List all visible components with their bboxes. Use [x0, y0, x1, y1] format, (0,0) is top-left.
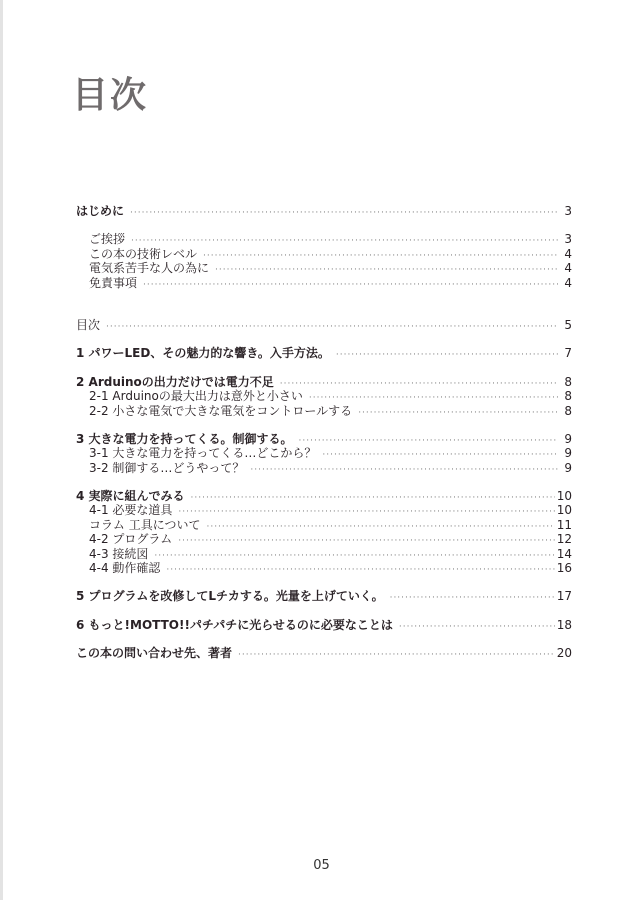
toc-label: 4-3 接続図 [89, 546, 149, 561]
dot-leader [336, 348, 558, 362]
dot-leader [191, 491, 555, 505]
toc-entry-section-3-2[interactable] [76, 461, 572, 475]
toc-entry-chapter-4[interactable] [76, 489, 572, 503]
toc-label: この本の技術レベル [89, 246, 198, 261]
toc-entry-chapter-3[interactable] [76, 432, 572, 446]
toc-entry-column-tools[interactable] [76, 518, 572, 532]
toc-label: 4 実際に組んでみる [76, 489, 185, 504]
toc-page-number: 8 [564, 403, 572, 418]
toc-page-number: 17 [556, 589, 572, 604]
toc-page-number: 16 [556, 561, 572, 576]
toc-entry-electric-beginners[interactable] [76, 261, 572, 275]
toc-label: 免責事項 [89, 275, 138, 290]
toc-entry-section-2-2[interactable] [76, 404, 572, 418]
table-of-contents [76, 204, 572, 661]
toc-label: 4-1 必要な道具 [89, 503, 173, 518]
toc-label: 4-4 動作確認 [89, 561, 161, 576]
toc-page-number: 20 [556, 646, 572, 661]
toc-entry-tech-level[interactable] [76, 247, 572, 261]
page-edge [0, 0, 3, 900]
dot-leader [154, 549, 554, 563]
toc-page-number: 9 [564, 460, 572, 475]
dot-leader [399, 620, 555, 634]
toc-entry-chapter-2[interactable] [76, 375, 572, 389]
toc-label: 3-1 大きな電力を持ってくる…どこから？ [89, 446, 317, 461]
toc-entry-section-4-1[interactable] [76, 503, 572, 517]
toc-page-number: 3 [564, 232, 572, 247]
dot-leader [250, 463, 558, 477]
toc-page-number: 4 [564, 275, 572, 290]
toc-entry-section-4-3[interactable] [76, 547, 572, 561]
toc-page-number: 12 [556, 532, 572, 547]
toc-label: 3-2 制御する…どうやって？ [89, 460, 245, 475]
dot-leader [358, 406, 558, 420]
dot-leader [130, 206, 558, 220]
page-number: 05 [313, 858, 330, 873]
dot-leader [178, 534, 554, 548]
toc-label: 1 パワーLED、その魅力的な響き。入手方法。 [76, 346, 330, 361]
toc-label: 2-1 Arduinoの最大出力は意外と小さい [89, 389, 303, 404]
dot-leader [203, 249, 558, 263]
toc-page-number: 14 [556, 546, 572, 561]
toc-page-number: 7 [564, 346, 572, 361]
dot-leader [178, 505, 554, 519]
toc-label: 4-2 プログラム [89, 532, 173, 547]
toc-label: 5 プログラムを改修してLチカする。光量を上げていく。 [76, 589, 384, 604]
toc-label: 3 大きな電力を持ってくる。制御する。 [76, 431, 293, 446]
dot-leader [238, 648, 555, 662]
toc-entry-section-3-1[interactable] [76, 446, 572, 460]
dot-leader [280, 377, 558, 391]
toc-label: 電気系苦手な人の為に [89, 261, 210, 276]
toc-label: コラム 工具について [89, 517, 201, 532]
toc-label: 6 もっと!MOTTO!!パチパチに光らせるのに必要なことは [76, 617, 393, 632]
toc-entry-section-4-4[interactable] [76, 561, 572, 575]
toc-entry-chapter-6[interactable] [76, 618, 572, 632]
dot-leader [206, 520, 554, 534]
toc-entry-contents[interactable] [76, 318, 572, 332]
toc-page-number: 8 [564, 374, 572, 389]
dot-leader [143, 278, 558, 292]
toc-entry-intro[interactable] [76, 204, 572, 218]
toc-page-number: 8 [564, 389, 572, 404]
toc-label: 目次 [76, 317, 101, 332]
toc-entry-contact[interactable] [76, 646, 572, 660]
toc-page-number: 9 [564, 446, 572, 461]
toc-page-number: 10 [556, 503, 572, 518]
toc-label: 2-2 小さな電気で大きな電気をコントロールする [89, 403, 353, 418]
toc-entry-chapter-5[interactable] [76, 589, 572, 603]
toc-page-number: 10 [556, 489, 572, 504]
toc-page-number: 4 [564, 246, 572, 261]
dot-leader [322, 448, 558, 462]
toc-entry-section-4-2[interactable] [76, 532, 572, 546]
toc-page-number: 3 [564, 204, 572, 218]
toc-entry-disclaimer[interactable] [76, 276, 572, 290]
dot-leader [166, 563, 554, 577]
dot-leader [215, 263, 558, 277]
toc-label: 2 Arduinoの出力だけでは電力不足 [76, 374, 274, 389]
dot-leader [106, 320, 558, 334]
toc-entry-chapter-1[interactable] [76, 346, 572, 360]
toc-page-number: 11 [556, 517, 572, 532]
toc-page-number: 18 [556, 617, 572, 632]
toc-label: はじめに [76, 204, 125, 218]
dot-leader [390, 591, 555, 605]
toc-entry-section-2-1[interactable] [76, 389, 572, 403]
toc-page-number: 9 [564, 431, 572, 446]
dot-leader [299, 434, 558, 448]
toc-page-number: 4 [564, 261, 572, 276]
toc-entry-greeting[interactable] [76, 232, 572, 246]
page-title: 目次 [72, 75, 149, 116]
toc-label: ご挨拶 [89, 232, 126, 247]
toc-label: この本の問い合わせ先、著者 [76, 646, 233, 661]
toc-page-number: 5 [564, 317, 572, 332]
